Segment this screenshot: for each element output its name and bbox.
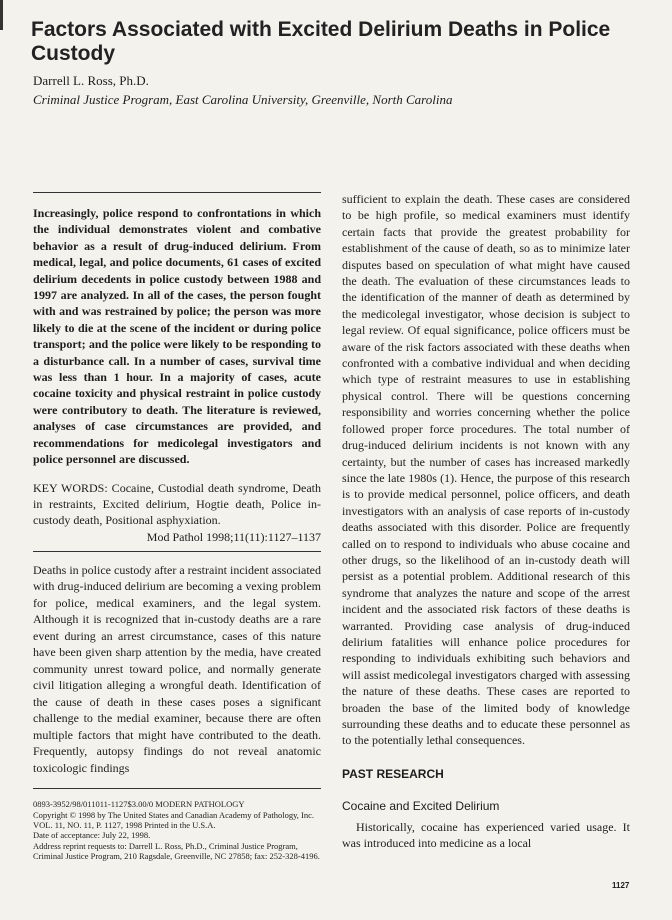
article-title: Factors Associated with Excited Delirium Deaths in Police Custody — [31, 18, 611, 65]
journal-citation: Mod Pathol 1998;11(11):1127–1137 — [146, 529, 321, 544]
page-number: 1127 — [612, 881, 630, 890]
intro-paragraph: Deaths in police custody after a restraint incident associated with drug-induced delirium are becoming a vexing problem for police, medical examiners, and the legal system. Although it is recognized that in-custody deaths are a rare event during an arrest circumstance, cases of this nature have been given sharp attention by the media, have created community unrest toward police, and normally generate civil litigation alleging a wrongful death. Identification of the cause of death in these cases poses a significant challenge to the medial examiner, because there are often multiple factors that might have contributed to the death. Frequently, autopsy findings do not reveal anatomic toxicologic findings — [33, 562, 321, 775]
footnote-line: VOL. 11, NO. 11, P. 1127, 1998 Printed in the U.S.A. — [33, 820, 216, 831]
intro-top-rule — [33, 551, 321, 552]
scan-edge-mark — [0, 0, 3, 30]
subsection-heading: Cocaine and Excited Delirium — [342, 798, 500, 813]
section-heading: PAST RESEARCH — [342, 766, 444, 781]
subsection-paragraph: Historically, cocaine has experienced varied usage. It was introduced into medicine as a local — [342, 819, 630, 851]
author-affiliation: Criminal Justice Program, East Carolina University, Greenville, North Carolina — [33, 92, 453, 107]
abstract: Increasingly, police respond to confrontations in which the individual demonstrates violent and combative behavior as a result of drug-induced delirium. From medical, legal, and police documents, 61 cases of excited delirium decedents in police custody between 1988 and 1997 are analyzed. In all of the cases, the person fought with and was restrained by police; the person was more likely to die at the scene of the incident or during police transport; and the police were likely to be responding to a disturbance call. In a number of cases, survival time was less than 1 hour. In a majority of cases, acute cocaine toxicity and physical restraint in police custody were contributory to death. The literature is reviewed, analyses of case circumstances are provided, and recommendations for medicolegal investigators and police personnel are discussed. — [33, 206, 321, 467]
footnotes — [33, 799, 321, 861]
footnote-line: Date of acceptance: July 22, 1998. — [33, 830, 151, 841]
body-paragraph: sufficient to explain the death. These cases are considered to be high profile, so medical examiners must identify certain facts that provide the greatest probability for establishment of the cause of death, so as to minimize later disputes based on speculation of what might have caused the death. The evaluation of these circumstances leads to the identification of the manner of death as determined by the medicolegal investigator, whose decision is subject to legal review. Of equal significance, police officers must be aware of the risk factors associated with these deaths when confronted with a combative individual and when deciding which type of restraint measures to use in establishing physical control. There will be questions concerning responsibility and worries concerning whether the police followed proper force procedures. The total number of drug-induced delirium incidents is not known with any certainty, but the number of cases has increased markedly since the late 1980s (1). Hence, the purpose of this research is to provide medical personnel, police officers, and death investigators with an analysis of case reports of in-custody deaths associated with this disorder. Police are frequently called on to respond to individuals who abuse cocaine and other drugs, so the likelihood of an in-custody death will persist as a potential problem. Additional research of this syndrome that analyzes the nature and scope of the arrest incident and the associated risk factors of these deaths is warranted. Providing case analysis of drug-induced delirium fatalities will enhance police procedures for responding to individuals exhibiting such behaviors and will assist medicolegal investigators charged with assessing the nature of these deaths. These cases are reported to broaden the base of the limited body of knowledge surrounding these deaths and to educate these personnel as to the potentially lethal consequences. — [342, 192, 630, 748]
footnote-line: 0893-3952/98/011011-1127$3.00/0 MODERN PATHOLOGY — [33, 799, 245, 810]
footnote-rule — [33, 788, 321, 789]
left-column — [33, 192, 321, 862]
footnote-line: Copyright © 1998 by The United States and Canadian Academy of Pathology, Inc. — [33, 809, 315, 820]
footnote-line: Address reprint requests to: Darrell L. Ross, Ph.D., Criminal Justice Program, Criminal Justice Program, 210 Ragsdale, Greenville, NC 27858; fax: 252-328-4196. — [33, 840, 320, 862]
keywords: KEY WORDS: Cocaine, Custodial death syndrome, Death in restraints, Excited delirium, Hogtie death, Police in-custody death, Positional asphyxiation. — [33, 480, 321, 528]
abstract-top-rule — [33, 192, 321, 193]
right-column — [342, 191, 630, 852]
author-name: Darrell L. Ross, Ph.D. — [33, 73, 149, 88]
